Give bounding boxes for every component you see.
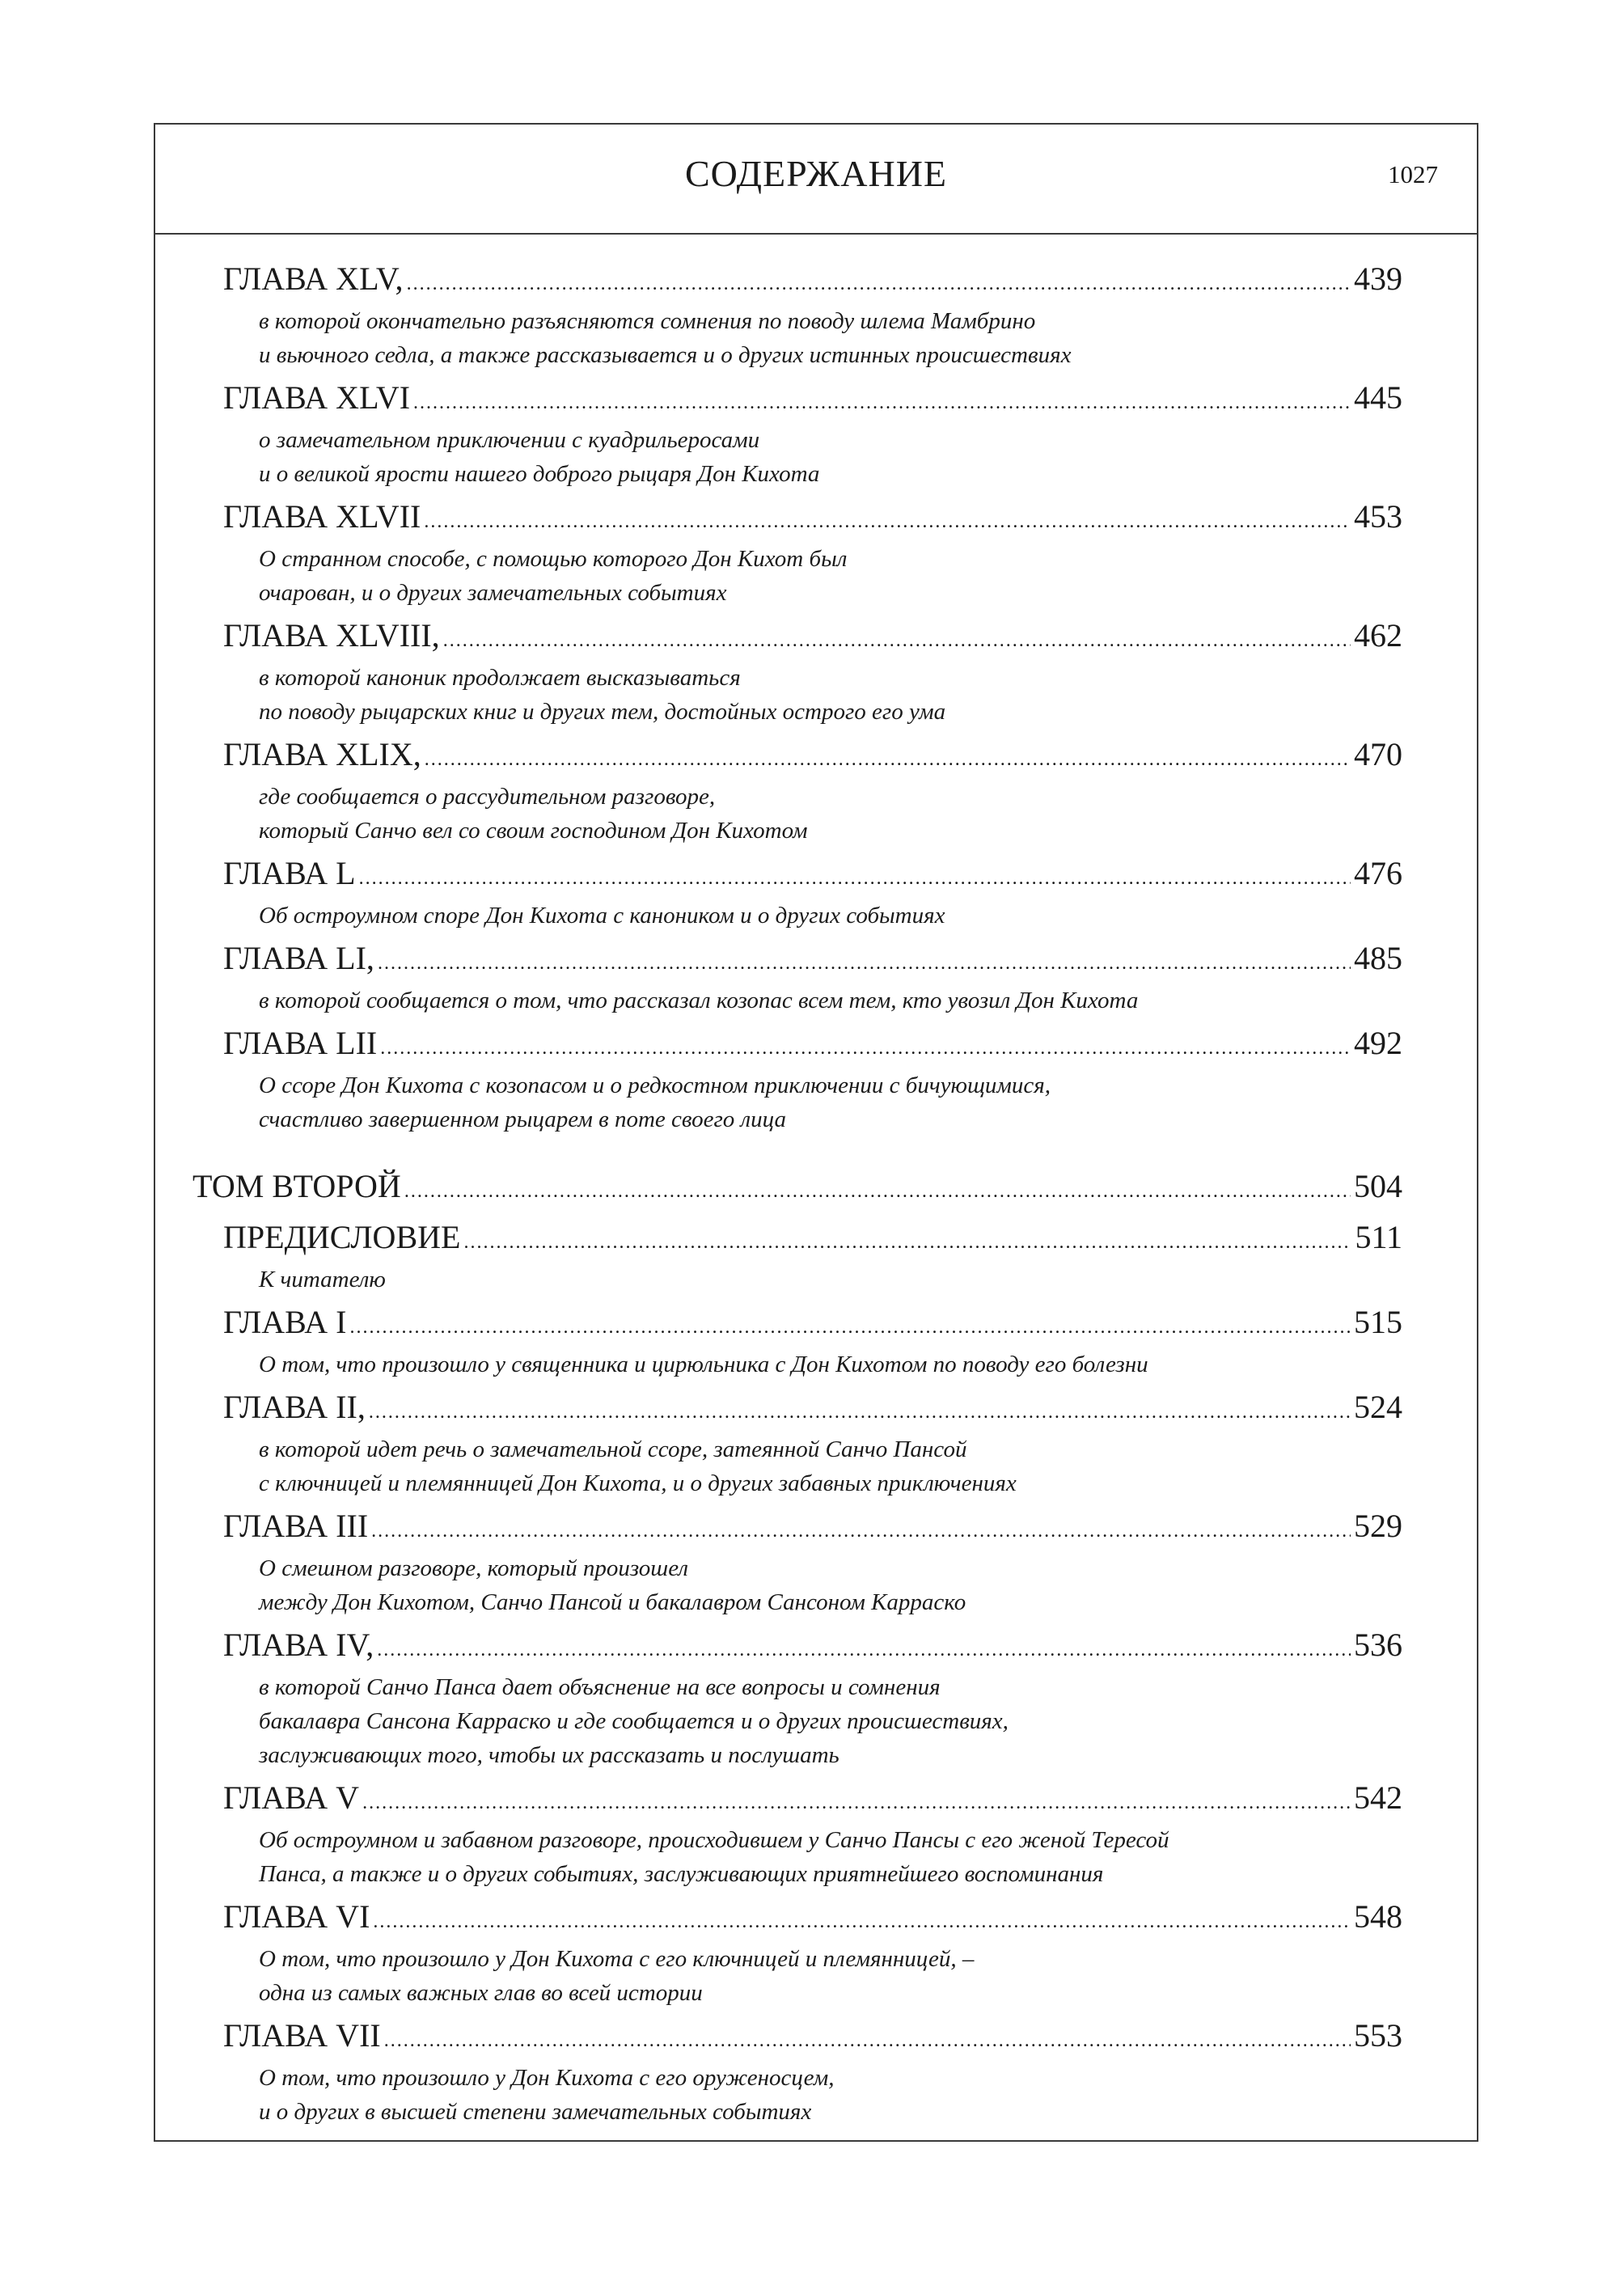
toc-entry-description: и о великой ярости нашего доброго рыцаря Дон Кихота	[259, 461, 820, 487]
toc-entry-label: ГЛАВА L	[223, 855, 356, 891]
toc-entry-description: заслуживающих того, чтобы их рассказать и послушать	[259, 1742, 839, 1768]
toc-entry-description: в которой Санчо Панса дает объяснение на все вопросы и сомнения	[259, 1674, 941, 1700]
toc-entry-description: бакалавра Сансона Карраско и где сообщается и о других происшествиях,	[259, 1708, 1009, 1734]
toc-entry-page: 511	[1355, 1219, 1402, 1255]
toc-entry-description: и вьючного седла, а также рассказывается и о других истинных происшествиях	[259, 342, 1072, 368]
toc-entry-line	[223, 259, 1402, 304]
toc-entry[interactable]	[155, 1387, 1477, 1500]
leader-dots	[404, 1171, 1351, 1212]
volume-two-chapter-list	[155, 1217, 1477, 2129]
toc-entry-page: 553	[1354, 2017, 1402, 2054]
toc-entry-label: ГЛАВА XLV,	[223, 260, 404, 297]
toc-entry-line	[223, 938, 1402, 984]
toc-entry-description: где сообщается о рассудительном разговоре,	[259, 784, 716, 810]
toc-entry-label: ГЛАВА V	[223, 1779, 360, 1816]
toc-entry-description: между Дон Кихотом, Санчо Пансой и бакалавром Сансоном Карраско	[259, 1589, 966, 1615]
leader-dots	[369, 1392, 1351, 1432]
toc-entry-page: 524	[1354, 1389, 1402, 1425]
volume-one-chapter-list	[155, 259, 1477, 1136]
toc-entry-line	[223, 1302, 1402, 1347]
toc-entry-line	[223, 378, 1402, 423]
toc-entry-description: Об остроумном и забавном разговоре, происходившем у Санчо Пансы с его женой Тересой	[259, 1827, 1169, 1853]
toc-entry-description: О том, что произошло у священника и цирюльника с Дон Кихотом по поводу его болезни	[259, 1352, 1148, 1377]
toc-entry-line	[223, 1217, 1402, 1263]
toc-entry-page: 470	[1354, 736, 1402, 772]
toc-entry-page: 492	[1354, 1025, 1402, 1061]
page-frame	[154, 123, 1478, 2142]
leader-dots	[378, 943, 1351, 984]
toc-entry-line	[223, 1506, 1402, 1551]
page-title: СОДЕРЖАНИЕ	[684, 153, 948, 194]
toc-entry-description: в которой окончательно разъясняются сомнения по поводу шлема Мамбрино	[259, 308, 1036, 334]
toc-entry-line	[223, 616, 1402, 661]
page-header	[155, 125, 1477, 235]
leader-dots	[384, 2020, 1351, 2061]
page-number: 1027	[1388, 160, 1438, 188]
leader-dots	[443, 620, 1351, 661]
toc-entry-label: ГЛАВА VI	[223, 1898, 370, 1935]
toc-entry-description: О том, что произошло у Дон Кихота с его оруженосцем,	[259, 2065, 835, 2091]
leader-dots	[425, 739, 1351, 780]
toc-entry[interactable]	[155, 853, 1477, 933]
toc-entry-line	[192, 1166, 1402, 1212]
table-of-contents	[155, 259, 1477, 2134]
toc-entry-description: о замечательном приключении с куадрильеросами	[259, 427, 760, 453]
toc-entry-description: счастливо завершенном рыцарем в поте своего лица	[259, 1106, 787, 1132]
toc-entry-label: ГЛАВА III	[223, 1508, 369, 1544]
toc-entry-page: 439	[1354, 260, 1402, 297]
toc-entry[interactable]	[155, 616, 1477, 729]
toc-entry-description: и о других в высшей степени замечательных событиях	[259, 2099, 812, 2125]
toc-entry-label: ГЛАВА LI,	[223, 940, 374, 976]
toc-entry-label: ГЛАВА IV,	[223, 1627, 374, 1663]
toc-entry-volume-two[interactable]	[155, 1166, 1477, 1212]
toc-entry-page: 542	[1354, 1779, 1402, 1816]
toc-entry[interactable]	[155, 2016, 1477, 2129]
toc-entry-label: ГЛАВА II,	[223, 1389, 366, 1425]
toc-entry[interactable]	[155, 938, 1477, 1017]
toc-entry-description: Панса, а также и о других событиях, заслуживающих приятнейшего воспоминания	[259, 1861, 1104, 1887]
toc-entry-description: одна из самых важных глав во всей истории	[259, 1980, 703, 2006]
leader-dots	[377, 1630, 1351, 1670]
toc-entry-description: в которой сообщается о том, что рассказал козопас всем тем, кто увозил Дон Кихота	[259, 988, 1139, 1013]
toc-entry-description: О смешном разговоре, который произошел	[259, 1555, 688, 1581]
toc-entry-line	[223, 853, 1402, 899]
toc-entry-page: 445	[1354, 379, 1402, 416]
toc-entry-description: в которой идет речь о замечательной ссоре, затеянной Санчо Пансой	[259, 1436, 967, 1462]
toc-entry[interactable]	[155, 1625, 1477, 1772]
toc-entry-description: в которой каноник продолжает высказываться	[259, 665, 741, 691]
leader-dots	[413, 383, 1351, 423]
toc-entry-description: с ключницей и племянницей Дон Кихота, и о других забавных приключениях	[259, 1470, 1017, 1496]
leader-dots	[463, 1222, 1351, 1263]
toc-entry[interactable]	[155, 378, 1477, 491]
toc-entry[interactable]	[155, 497, 1477, 610]
toc-entry-description: О странном способе, с помощью которого Дон Кихот был	[259, 546, 848, 572]
leader-dots	[359, 858, 1351, 899]
leader-dots	[380, 1028, 1351, 1068]
toc-entry-page: 515	[1354, 1304, 1402, 1340]
toc-entry-label: ТОМ ВТОРОЙ	[192, 1168, 401, 1204]
toc-entry-description: по поводу рыцарских книг и других тем, достойных острого его ума	[259, 699, 946, 725]
leader-dots	[407, 264, 1351, 304]
toc-entry-page: 453	[1354, 498, 1402, 535]
toc-entry-page: 504	[1354, 1168, 1402, 1204]
toc-entry-description: К читателю	[259, 1267, 386, 1292]
toc-entry-line	[223, 1778, 1402, 1823]
toc-entry-label: ГЛАВА LII	[223, 1025, 378, 1061]
toc-entry-page: 462	[1354, 617, 1402, 654]
toc-entry-line	[223, 734, 1402, 780]
toc-entry-label: ГЛАВА XLVI	[223, 379, 411, 416]
leader-dots	[350, 1307, 1351, 1347]
toc-entry-label: ГЛАВА XLVIII,	[223, 617, 440, 654]
toc-entry[interactable]	[155, 1217, 1477, 1297]
toc-entry-line	[223, 497, 1402, 542]
toc-entry-label: ГЛАВА VII	[223, 2017, 381, 2054]
toc-entry-line	[223, 1625, 1402, 1670]
toc-entry-line	[223, 2016, 1402, 2061]
toc-entry-description: Об остроумном споре Дон Кихота с каноником и о других событиях	[259, 903, 945, 929]
section-spacer	[155, 1142, 1477, 1166]
toc-entry-label: ГЛАВА XLVII	[223, 498, 421, 535]
toc-entry[interactable]	[155, 1302, 1477, 1381]
toc-entry-page: 476	[1354, 855, 1402, 891]
toc-entry[interactable]	[155, 1897, 1477, 2010]
leader-dots	[362, 1783, 1351, 1823]
toc-entry-description: который Санчо вел со своим господином Дон Кихотом	[259, 818, 808, 844]
toc-entry[interactable]	[155, 1778, 1477, 1891]
toc-entry-page: 529	[1354, 1508, 1402, 1544]
toc-entry-description: О том, что произошло у Дон Кихота с его ключницей и племянницей, –	[259, 1946, 975, 1972]
toc-entry-description: очарован, и о других замечательных событиях	[259, 580, 727, 606]
toc-entry-page: 548	[1354, 1898, 1402, 1935]
toc-entry[interactable]	[155, 1506, 1477, 1619]
toc-entry-label: ГЛАВА I	[223, 1304, 347, 1340]
toc-entry[interactable]	[155, 734, 1477, 848]
leader-dots	[424, 501, 1351, 542]
toc-entry-description: О ссоре Дон Кихота с козопасом и о редкостном приключении с бичующимися,	[259, 1072, 1051, 1098]
toc-entry-line	[223, 1897, 1402, 1942]
toc-entry-label: ПРЕДИСЛОВИЕ	[223, 1219, 461, 1255]
toc-entry[interactable]	[155, 1023, 1477, 1136]
toc-entry-line	[223, 1023, 1402, 1068]
leader-dots	[373, 1902, 1351, 1942]
toc-entry-label: ГЛАВА XLIX,	[223, 736, 421, 772]
toc-entry-page: 485	[1354, 940, 1402, 976]
toc-entry-line	[223, 1387, 1402, 1432]
toc-entry-page: 536	[1354, 1627, 1402, 1663]
leader-dots	[371, 1511, 1351, 1551]
toc-entry[interactable]	[155, 259, 1477, 372]
